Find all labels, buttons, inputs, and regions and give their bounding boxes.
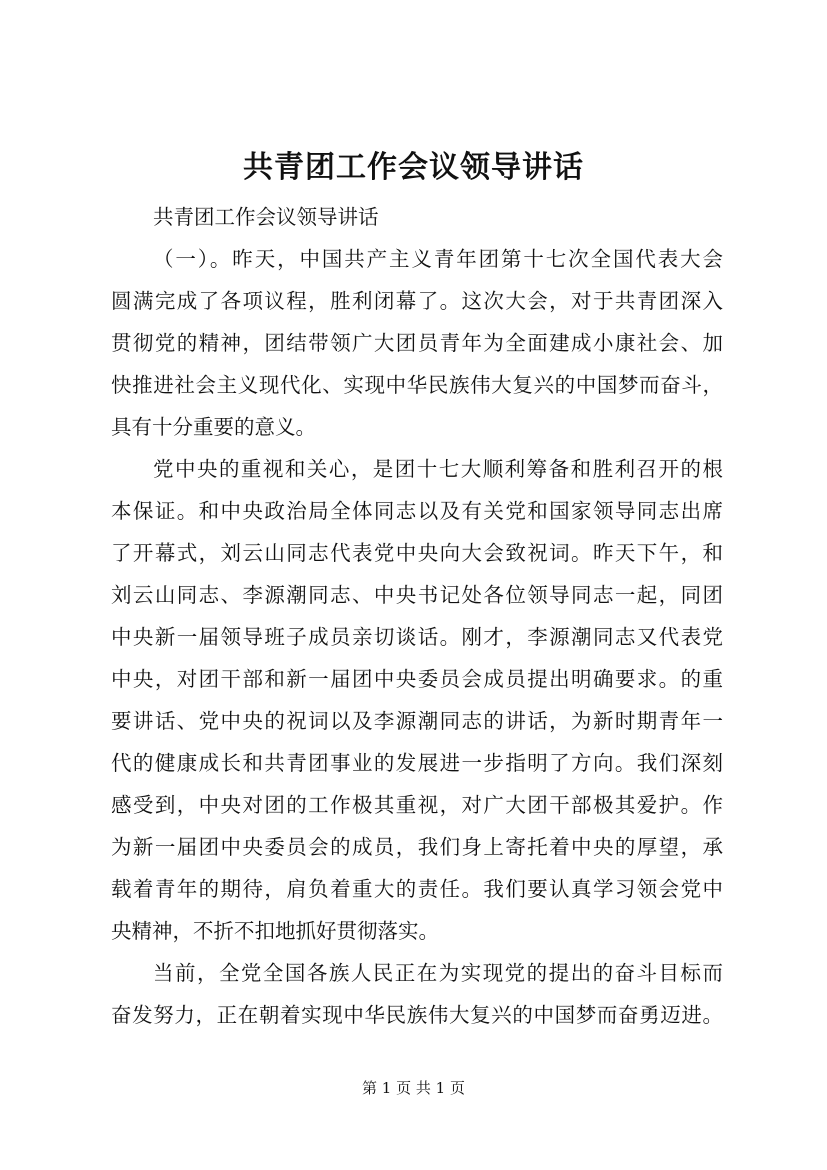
document-body [111,196,723,1036]
paragraph-1-line-3: 贯彻党的精神，团结带领广大团员青年为全面建成小康社会、加 [111,331,723,355]
paragraph-2-line-3: 了开幕式，刘云山同志代表党中央向大会致祝词。昨天下午，和 [111,541,723,565]
paragraph-3-line-1: 当前，全党全国各族人民正在为实现党的提出的奋斗目标而 [153,961,723,985]
subtitle-line: 共青团工作会议领导讲话 [153,205,379,229]
paragraph-1-line-5: 具有十分重要的意义。 [111,415,316,439]
paragraph-2-line-7: 要讲话、党中央的祝词以及李源潮同志的讲话，为新时期青年一 [111,709,723,733]
paragraph-2-line-1: 党中央的重视和关心，是团十七大顺利筹备和胜利召开的根 [153,457,723,481]
paragraph-1-line-4: 快推进社会主义现代化、实现中华民族伟大复兴的中国梦而奋斗， [111,373,723,397]
paragraph-2-line-11: 载着青年的期待，肩负着重大的责任。我们要认真学习领会党中 [111,877,723,901]
paragraph-2-line-9: 感受到，中央对团的工作极其重视，对广大团干部极其爱护。作 [111,793,723,817]
paragraph-2-line-5: 中央新一届领导班子成员亲切谈话。刚才，李源潮同志又代表党 [111,625,723,649]
paragraph-3-line-2: 奋发努力，正在朝着实现中华民族伟大复兴的中国梦而奋勇迈进。 [111,1003,723,1027]
paragraph-2-line-4: 刘云山同志、李源潮同志、中央书记处各位领导同志一起，同团 [111,583,723,607]
document-title: 共青团工作会议领导讲话 [243,150,584,185]
paragraph-2-line-10: 为新一届团中央委员会的成员，我们身上寄托着中央的厚望，承 [111,835,723,859]
page-number: 第 1 页 共 1 页 [362,1079,465,1097]
paragraph-2-line-6: 中央，对团干部和新一届团中央委员会成员提出明确要求。的重 [111,667,723,691]
paragraph-2-line-2: 本保证。和中央政治局全体同志以及有关党和国家领导同志出席 [111,499,723,523]
paragraph-1-line-2: 圆满完成了各项议程，胜利闭幕了。这次大会，对于共青团深入 [111,289,723,313]
paragraph-2-line-12: 央精神，不折不扣地抓好贯彻落实。 [111,919,439,943]
paragraph-1-line-1: （一）。昨天，中国共产主义青年团第十七次全国代表大会 [153,247,723,271]
paragraph-2-line-8: 代的健康成长和共青团事业的发展进一步指明了方向。我们深刻 [111,751,723,775]
